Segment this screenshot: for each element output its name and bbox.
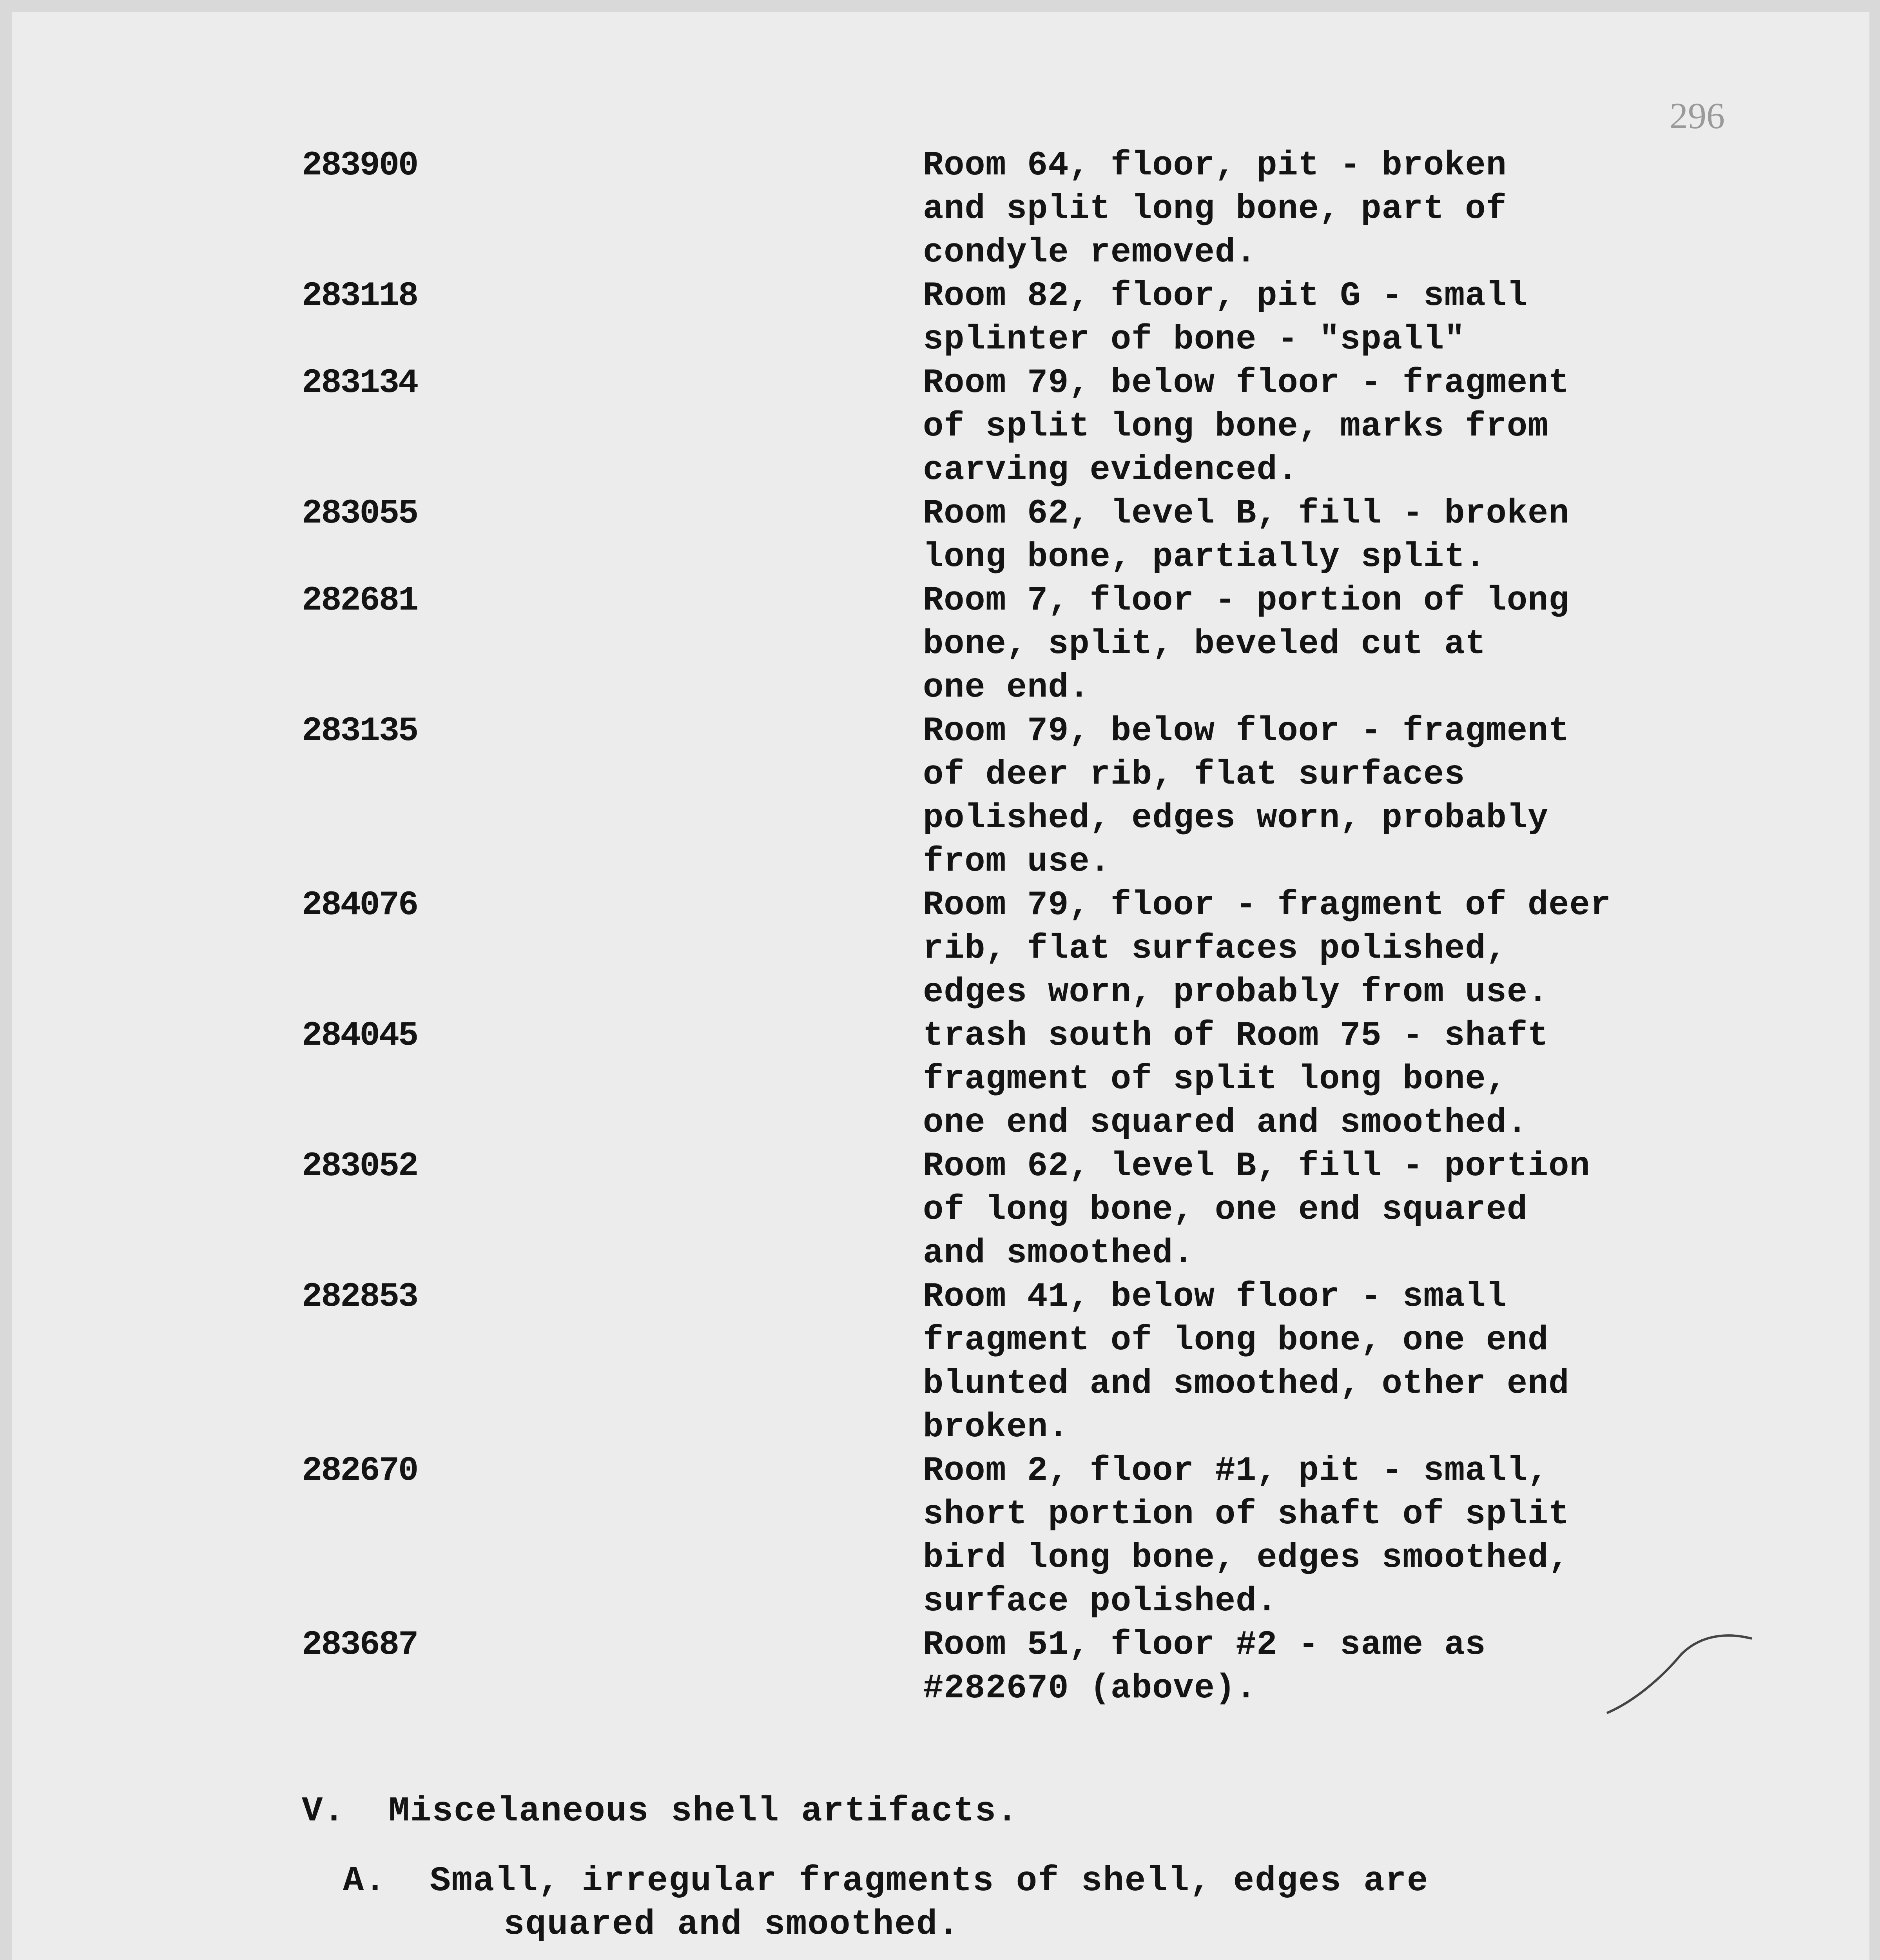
artifact-entry	[12, 275, 1869, 362]
description-line: condyle removed.	[923, 234, 1257, 272]
catalog-number: 283055	[302, 495, 418, 533]
catalog-number: 283134	[302, 364, 418, 403]
description-line: one end.	[923, 669, 1090, 707]
artifact-description	[923, 1145, 1785, 1276]
catalog-number: 284076	[302, 886, 418, 925]
artifact-description	[923, 579, 1785, 710]
description-line: from use.	[923, 843, 1111, 881]
description-line: Room 62, level B, fill - broken	[923, 495, 1570, 533]
description-line: bird long bone, edges smoothed,	[923, 1539, 1570, 1577]
subsection-a-line1	[343, 1859, 1429, 1903]
description-line: of split long bone, marks from	[923, 408, 1549, 446]
description-line: Room 62, level B, fill - portion	[923, 1147, 1590, 1186]
description-line: fragment of long bone, one end	[923, 1321, 1549, 1360]
catalog-number: 283052	[302, 1147, 418, 1186]
description-line: rib, flat surfaces polished,	[923, 930, 1507, 968]
description-line: Room 64, floor, pit - broken	[923, 147, 1507, 185]
artifact-entry	[12, 1145, 1869, 1276]
description-line: blunted and smoothed, other end	[923, 1365, 1570, 1403]
description-line: of deer rib, flat surfaces	[923, 756, 1465, 794]
artifact-entry	[12, 579, 1869, 710]
page-number: 296	[1670, 96, 1725, 136]
artifact-description	[923, 275, 1785, 362]
artifact-entry	[12, 1014, 1869, 1145]
artifact-entry	[12, 1276, 1869, 1450]
description-line: surface polished.	[923, 1583, 1278, 1621]
catalog-number: 282681	[302, 582, 418, 620]
artifact-entries	[12, 144, 1869, 1711]
description-line: Room 7, floor - portion of long	[923, 582, 1570, 620]
catalog-number: 283118	[302, 277, 418, 316]
catalog-number: 283687	[302, 1626, 418, 1664]
description-line: of long bone, one end squared	[923, 1191, 1528, 1229]
description-line: splinter of bone - "spall"	[923, 321, 1465, 359]
pencil-mark	[1603, 1623, 1768, 1721]
artifact-description	[923, 884, 1785, 1014]
artifact-entry	[12, 1624, 1869, 1711]
artifact-entry	[12, 144, 1869, 275]
artifact-description	[923, 710, 1785, 884]
catalog-number: 284045	[302, 1017, 418, 1055]
artifact-description	[923, 1276, 1785, 1450]
description-line: broken.	[923, 1408, 1069, 1447]
artifact-entry	[12, 492, 1869, 579]
description-line: carving evidenced.	[923, 451, 1298, 490]
description-line: Room 51, floor #2 - same as	[923, 1626, 1486, 1664]
description-line: short portion of shaft of split	[923, 1495, 1570, 1534]
description-line: Room 79, below floor - fragment	[923, 364, 1570, 403]
subsection-a-label: A.	[343, 1861, 386, 1901]
subsection-a-text-cont: squared and smoothed.	[504, 1905, 960, 1944]
description-line: fragment of split long bone,	[923, 1060, 1507, 1099]
description-line: polished, edges worn, probably	[923, 799, 1549, 838]
description-line: Room 79, floor - fragment of deer	[923, 886, 1611, 925]
description-line: edges worn, probably from use.	[923, 973, 1549, 1012]
artifact-description	[923, 1450, 1785, 1624]
artifact-entry	[12, 362, 1869, 492]
catalog-number: 283900	[302, 147, 418, 185]
description-line: Room 41, below floor - small	[923, 1278, 1507, 1316]
document-page	[12, 12, 1869, 1960]
artifact-entry	[12, 710, 1869, 884]
description-line: trash south of Room 75 - shaft	[923, 1017, 1549, 1055]
description-line: Room 79, below floor - fragment	[923, 712, 1570, 751]
artifact-description	[923, 492, 1785, 579]
subsection-a	[343, 1859, 1429, 1946]
catalog-number: 282853	[302, 1278, 418, 1316]
artifact-entry	[12, 1450, 1869, 1624]
artifact-entry	[12, 884, 1869, 1014]
description-line: and split long bone, part of	[923, 190, 1507, 229]
description-line: and smoothed.	[923, 1234, 1194, 1273]
description-line: bone, split, beveled cut at	[923, 625, 1486, 664]
artifact-description	[923, 144, 1785, 275]
description-line: #282670 (above).	[923, 1670, 1257, 1708]
artifact-description	[923, 362, 1785, 492]
description-line: long bone, partially split.	[923, 538, 1486, 577]
section-title: V. Miscelaneous shell artifacts.	[302, 1791, 1019, 1831]
catalog-number: 282670	[302, 1452, 418, 1490]
catalog-number: 283135	[302, 712, 418, 751]
subsection-a-text: Small, irregular fragments of shell, edges are	[430, 1861, 1429, 1901]
description-line: Room 82, floor, pit G - small	[923, 277, 1528, 316]
artifact-description	[923, 1014, 1785, 1145]
description-line: one end squared and smoothed.	[923, 1104, 1528, 1142]
description-line: Room 2, floor #1, pit - small,	[923, 1452, 1549, 1490]
